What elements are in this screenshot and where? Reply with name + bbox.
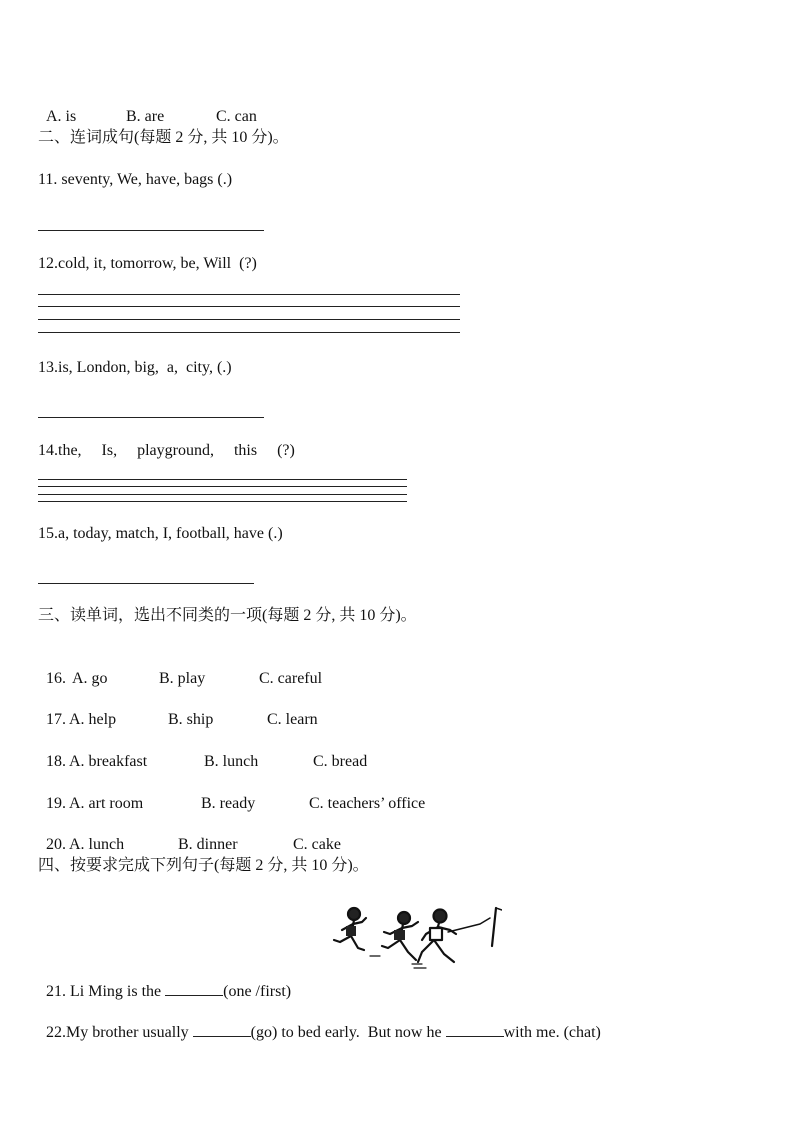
question-17 — [38, 690, 318, 730]
option-a: A. go — [72, 670, 108, 687]
question-number: 16. — [46, 670, 66, 687]
option-a: A. is — [46, 108, 77, 125]
question-21 — [38, 961, 291, 1002]
question-number: 19. — [46, 795, 66, 812]
q22-mid: (go) to bed early. But now he — [250, 1024, 446, 1041]
q22-suffix: with me. (chat) — [503, 1024, 601, 1041]
question-19 — [38, 774, 425, 814]
question-18 — [38, 732, 367, 772]
q22-blank-2[interactable] — [446, 1022, 504, 1037]
question-number: 17. — [46, 711, 66, 728]
option-a: A. help — [69, 711, 117, 728]
option-b: B. play — [159, 670, 206, 687]
answer-line-14b[interactable] — [38, 486, 407, 487]
q21-prefix: 21. Li Ming is the — [46, 983, 166, 1000]
answer-line-14a[interactable] — [38, 479, 407, 480]
answer-line-15[interactable] — [38, 583, 254, 584]
option-a: A. lunch — [69, 836, 125, 853]
section2-heading: 二、连词成句(每题 2 分, 共 10 分)。 — [38, 129, 289, 146]
option-c: C. can — [216, 108, 257, 125]
answer-line-14d[interactable] — [38, 501, 407, 502]
answer-line-13[interactable] — [38, 417, 264, 418]
option-b: B. are — [126, 108, 165, 125]
option-c: C. bread — [313, 753, 368, 770]
question-16 — [38, 649, 322, 689]
answer-line-12b[interactable] — [38, 306, 460, 307]
runners-race-illustration — [330, 904, 502, 976]
q21-suffix: (one /first) — [223, 983, 292, 1000]
section4-heading: 四、按要求完成下列句子(每题 2 分, 共 10 分)。 — [38, 857, 369, 874]
q10-options — [38, 87, 257, 127]
section3-heading: 三、读单词，选出不同类的一项(每题 2 分, 共 10 分)。 — [38, 607, 417, 624]
option-c: C. teachers’ office — [309, 795, 426, 812]
answer-line-14c[interactable] — [38, 494, 407, 495]
option-c: C. learn — [267, 711, 318, 728]
q22-prefix: 22.My brother usually — [46, 1024, 193, 1041]
option-b: B. ready — [201, 795, 256, 812]
option-c: C. cake — [293, 836, 341, 853]
answer-line-12c[interactable] — [38, 319, 460, 320]
answer-line-12a[interactable] — [38, 294, 460, 295]
option-a: A. art room — [69, 795, 144, 812]
question-15: 15.a, today, match, I, football, have (.) — [38, 525, 283, 542]
question-11: 11. seventy, We, have, bags (.) — [38, 171, 233, 188]
question-12: 12.cold, it, tomorrow, be, Will (?) — [38, 255, 257, 272]
q22-blank-1[interactable] — [193, 1022, 251, 1037]
option-b: B. ship — [168, 711, 214, 728]
question-number: 18. — [46, 753, 66, 770]
question-14: 14.the, Is, playground, this (?) — [38, 442, 295, 459]
option-c: C. careful — [259, 670, 323, 687]
option-b: B. lunch — [204, 753, 259, 770]
question-20 — [38, 815, 341, 855]
option-b: B. dinner — [178, 836, 238, 853]
question-22 — [38, 1002, 601, 1043]
option-a: A. breakfast — [69, 753, 148, 770]
answer-line-12d[interactable] — [38, 332, 460, 333]
question-number: 20. — [46, 836, 66, 853]
question-13: 13.is, London, big, a, city, (.) — [38, 359, 232, 376]
answer-line-11[interactable] — [38, 230, 264, 231]
q21-blank[interactable] — [165, 981, 223, 996]
